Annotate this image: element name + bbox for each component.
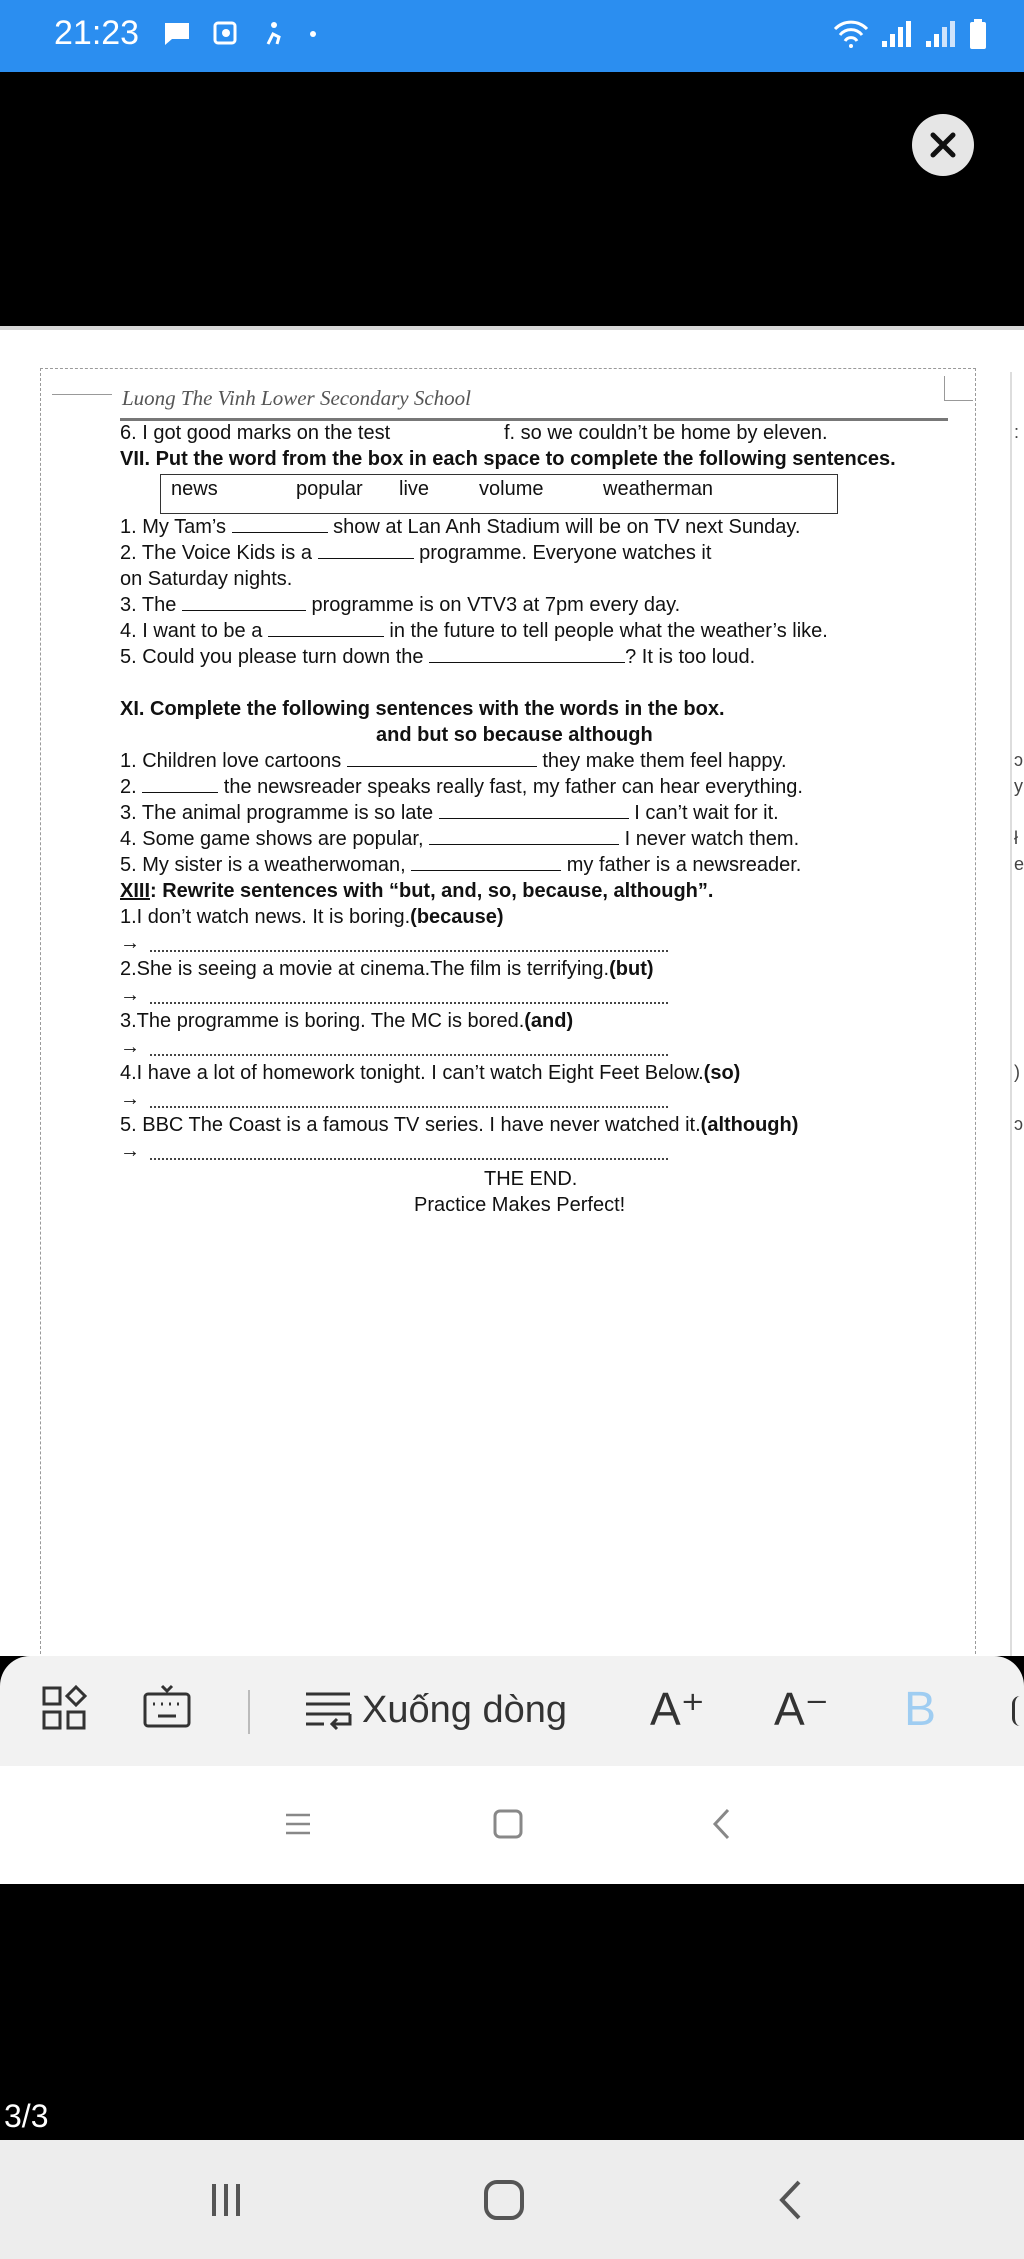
line-break-icon (302, 1686, 354, 1734)
header-rule (120, 418, 948, 421)
line-break-button[interactable] (302, 1686, 567, 1734)
close-icon (928, 130, 958, 160)
section-xi-title: XI. Complete the following sentences with the words in the box. (120, 698, 725, 720)
word-box-item: volume (479, 478, 544, 500)
system-navigation-bar (0, 2140, 1024, 2259)
battery-icon (968, 18, 988, 50)
section-xiii-title: XIII: Rewrite sentences with “but, and, so, because, although”. (120, 880, 714, 902)
screen-share-icon (212, 20, 240, 48)
vii-item: 1. My Tam’s show at Lan Anh Stadium will be on TV next Sunday. (120, 516, 801, 538)
answer-arrow: → (120, 1140, 140, 1162)
answer-line[interactable] (150, 950, 668, 952)
xi-item: 5. My sister is a weatherwoman, my father is a newsreader. (120, 854, 802, 876)
closing-text: Practice Makes Perfect! (414, 1194, 626, 1216)
more-tools-edge[interactable] (1012, 1696, 1024, 1726)
exercise-line-6: 6. I got good marks on the test (120, 422, 391, 444)
vii-item: 4. I want to be a in the future to tell people what the weather’s like. (120, 620, 828, 642)
section-vii-title: VII. Put the word from the box in each space to complete the following sentences. (120, 448, 896, 470)
home-button[interactable] (474, 2170, 534, 2230)
keyboard-icon (142, 1684, 192, 1732)
answer-arrow: → (120, 1088, 140, 1110)
recents-button[interactable] (196, 2170, 256, 2230)
next-page-fragment: ɔ (1014, 750, 1023, 770)
vii-item: on Saturday nights. (120, 568, 293, 590)
xiii-item: 3.The programme is boring. The MC is bored.(and) (120, 1010, 574, 1032)
vii-item: 3. The programme is on VTV3 at 7pm every day. (120, 594, 681, 616)
signal-icon-2 (924, 19, 958, 49)
back-icon (710, 1807, 734, 1841)
word-box-item: live (399, 478, 430, 500)
xi-word-list: and but so because although (376, 724, 653, 746)
document-viewer[interactable] (0, 326, 1024, 1656)
answer-arrow: → (120, 1036, 140, 1058)
recents-button[interactable] (276, 1802, 320, 1846)
the-end-text: THE END. (484, 1168, 578, 1190)
next-page-fragment: ł (1014, 828, 1018, 848)
xi-item: 4. Some game shows are popular, I never watch them. (120, 828, 800, 850)
answer-line[interactable] (150, 1158, 668, 1160)
keyboard-button[interactable] (142, 1684, 192, 1732)
word-box (160, 474, 838, 514)
back-icon (775, 2178, 805, 2222)
back-button[interactable] (700, 1802, 744, 1846)
xi-item: 3. The animal programme is so late I can’t wait for it. (120, 802, 779, 824)
recents-icon (283, 1809, 313, 1839)
page-corner-mark (944, 376, 973, 401)
next-page-edge (1010, 372, 1012, 1656)
xi-item: 2. the newsreader speaks really fast, my father can hear everything. (120, 776, 803, 798)
dot-icon (308, 29, 318, 39)
home-icon (482, 2178, 526, 2222)
page-corner-mark (52, 376, 112, 395)
notification-icons (162, 20, 318, 48)
toolbar-divider (248, 1690, 250, 1734)
next-page-fragment: ) (1014, 1062, 1020, 1082)
signal-icon (880, 19, 914, 49)
editor-toolbar (0, 1656, 1024, 1766)
exercise-line-6-f: f. so we couldn’t be home by eleven. (504, 422, 828, 444)
back-button[interactable] (760, 2170, 820, 2230)
school-header: Luong The Vinh Lower Secondary School (122, 386, 472, 410)
wifi-icon (832, 19, 870, 49)
next-page-fragment: e (1014, 854, 1024, 874)
xiii-item: 5. BBC The Coast is a famous TV series. I have never watched it.(although) (120, 1114, 799, 1136)
status-bar (0, 0, 1024, 72)
home-button[interactable] (486, 1802, 530, 1846)
word-box-item: weatherman (603, 478, 714, 500)
line-break-label: Xuống dòng (362, 1688, 567, 1731)
answer-line[interactable] (150, 1106, 668, 1108)
accessibility-icon (260, 20, 288, 48)
clock: 21:23 (54, 14, 140, 52)
answer-line[interactable] (150, 1054, 668, 1056)
xiii-item: 2.She is seeing a movie at cinema.The film is terrifying.(but) (120, 958, 654, 980)
xiii-item: 1.I don’t watch news. It is boring.(because) (120, 906, 504, 928)
increase-font-button[interactable]: A⁺ (650, 1683, 705, 1735)
message-icon (162, 20, 192, 48)
next-page-fragment: y (1014, 776, 1023, 796)
inner-navigation-bar (0, 1766, 1024, 1884)
word-box-item: news (171, 478, 218, 500)
next-page-fragment: ɔ (1014, 1114, 1023, 1134)
page-indicator: 3/3 (4, 2098, 49, 2134)
vii-item: 2. The Voice Kids is a programme. Everyone watches it (120, 542, 712, 564)
layout-icon (40, 1684, 88, 1732)
answer-arrow: → (120, 932, 140, 954)
xiii-item: 4.I have a lot of homework tonight. I can’t watch Eight Feet Below.(so) (120, 1062, 741, 1084)
layout-button[interactable] (40, 1684, 88, 1732)
close-button[interactable] (912, 114, 974, 176)
system-icons (832, 18, 988, 50)
xi-item: 1. Children love cartoons they make them feel happy. (120, 750, 787, 772)
vii-item: 5. Could you please turn down the ? It is too loud. (120, 646, 756, 668)
answer-arrow: → (120, 984, 140, 1006)
answer-line[interactable] (150, 1002, 668, 1004)
next-page-fragment: : (1014, 422, 1020, 442)
recents-icon (206, 2180, 246, 2220)
decrease-font-button[interactable]: A⁻ (774, 1683, 829, 1735)
home-icon (492, 1808, 524, 1840)
word-box-item: popular (296, 478, 363, 500)
bold-button[interactable]: B (904, 1683, 937, 1736)
divider (0, 326, 1024, 330)
